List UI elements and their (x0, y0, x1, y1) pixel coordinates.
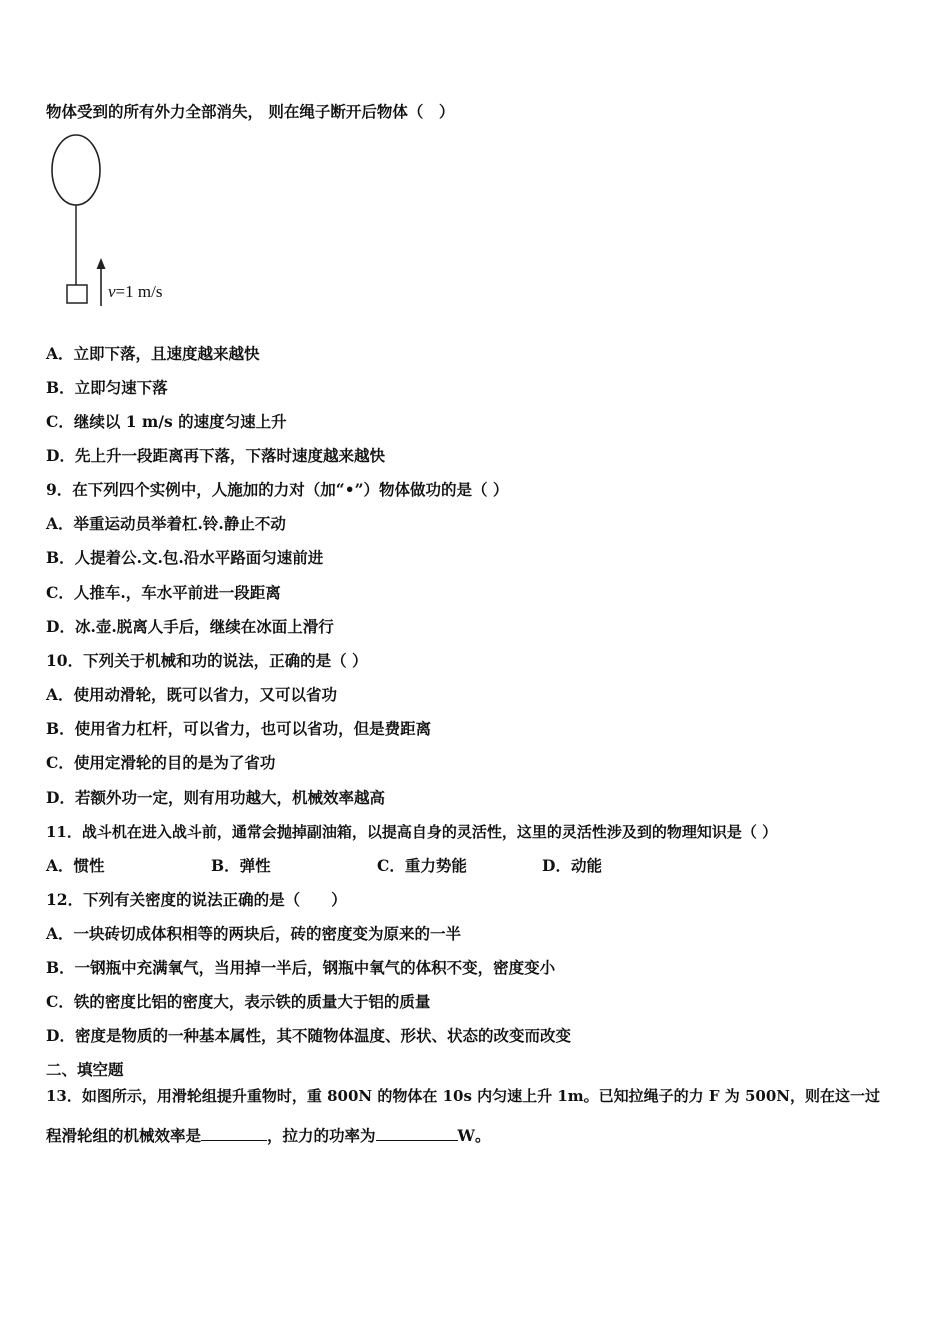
q9-option-b: B．人提着公.文.包.沿水平路面匀速前进 (46, 548, 324, 567)
q10-option-d: D．若额外功一定，则有用功越大，机械效率越高 (46, 788, 385, 807)
q8-option-d: D．先上升一段距离再下落，下落时速度越来越快 (46, 446, 385, 465)
q11-option-d: D．动能 (542, 856, 602, 875)
efficiency-answer-blank[interactable] (201, 1124, 267, 1141)
q10-option-b: B．使用省力杠杆，可以省力，也可以省功，但是费距离 (46, 719, 432, 738)
q11-stem: 11．战斗机在进入战斗前，通常会抛掉副油箱，以提高自身的灵活性，这里的灵活性涉及到的物理知识是（ ） (46, 823, 778, 841)
q13-line2 (46, 1124, 490, 1146)
power-answer-blank[interactable] (376, 1124, 458, 1141)
q13-line2-b: ，拉力的功率为 (267, 1126, 376, 1145)
q10-stem: 10．下列关于机械和功的说法，正确的是（ ） (46, 651, 368, 670)
q11-option-a: A．惯性 (46, 856, 105, 875)
q9-option-d: D．冰.壶.脱离人手后，继续在冰面上滑行 (46, 617, 334, 636)
section-heading-fill-blank: 二、填空题 (46, 1060, 124, 1079)
q8-option-b: B．立即匀速下落 (46, 378, 168, 397)
q10-option-c: C．使用定滑轮的目的是为了省功 (46, 753, 276, 772)
q13-line1: 13．如图所示，用滑轮组提升重物时，重 800N 的物体在 10s 内匀速上升 1m。已知拉绳子的力 F 为 500N，则在这一过 (46, 1087, 880, 1105)
q12-option-c: C．铁的密度比铝的密度大，表示铁的质量大于铝的质量 (46, 992, 431, 1011)
q11-options (46, 856, 602, 876)
velocity-arrow-head (97, 258, 106, 269)
q10-option-a: A．使用动滑轮，既可以省力，又可以省功 (46, 685, 338, 704)
q11-option-b: B．弹性 (211, 856, 271, 875)
q11-option-c: C．重力势能 (377, 856, 467, 875)
velocity-value: =1 m/s (115, 282, 163, 301)
balloon-shape (52, 135, 100, 205)
q9-option-c: C．人推车.，车水平前进一段距离 (46, 583, 281, 602)
velocity-label (108, 282, 162, 302)
q13-line2-c: W。 (457, 1126, 491, 1145)
intro-line: 物体受到的所有外力全部消失， 则在绳子断开后物体（ ） (46, 102, 455, 121)
q12-option-b: B．一钢瓶中充满氧气，当用掉一半后，钢瓶中氧气的体积不变，密度变小 (46, 958, 556, 977)
q12-option-d: D．密度是物质的一种基本属性，其不随物体温度、形状、状态的改变而改变 (46, 1026, 571, 1045)
q8-option-c: C．继续以 1 m/s 的速度匀速上升 (46, 412, 287, 431)
q9-stem: 9．在下列四个实例中，人施加的力对（加“•”）物体做功的是（ ） (46, 480, 509, 499)
q9-option-a: A．举重运动员举着杠.铃.静止不动 (46, 514, 286, 533)
velocity-symbol: v (108, 282, 116, 301)
q8-option-a: A．立即下落，且速度越来越快 (46, 344, 260, 363)
balloon-figure (46, 132, 196, 312)
object-box (67, 285, 87, 303)
q12-option-a: A．一块砖切成体积相等的两块后，砖的密度变为原来的一半 (46, 924, 462, 943)
q12-stem: 12．下列有关密度的说法正确的是（ ） (46, 890, 347, 909)
q13-line2-a: 程滑轮组的机械效率是 (46, 1126, 202, 1145)
